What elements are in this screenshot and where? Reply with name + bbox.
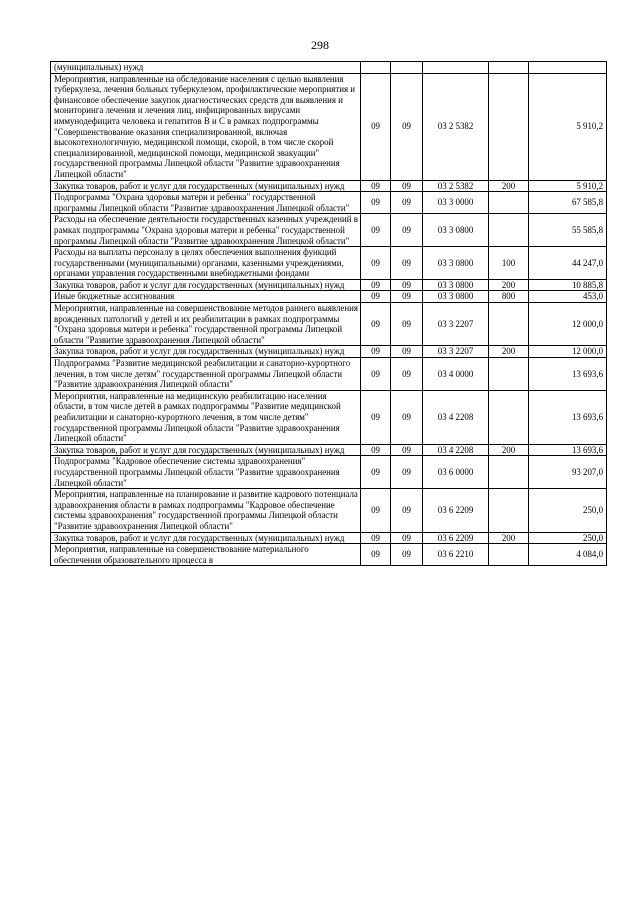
table-row bbox=[51, 279, 607, 291]
item-name-cell: Мероприятия, направленные на совершенствование материального обеспечения образовательного процесса в bbox=[51, 544, 361, 566]
amount-cell: 12 000,0 bbox=[529, 303, 607, 346]
expense-type-cell bbox=[489, 214, 529, 247]
section-code-cell: 09 bbox=[361, 180, 391, 192]
expense-type-cell bbox=[489, 489, 529, 532]
amount-cell: 12 000,0 bbox=[529, 346, 607, 358]
table-row bbox=[51, 247, 607, 280]
amount-cell: 4 084,0 bbox=[529, 544, 607, 566]
expense-type-cell: 200 bbox=[489, 279, 529, 291]
target-article-cell: 03 3 0800 bbox=[423, 214, 489, 247]
target-article-cell: 03 3 2207 bbox=[423, 303, 489, 346]
expense-type-cell: 200 bbox=[489, 346, 529, 358]
item-name-cell: (муниципальных) нужд bbox=[51, 62, 361, 74]
expense-type-cell bbox=[489, 192, 529, 214]
expense-type-cell bbox=[489, 390, 529, 444]
item-name-cell: Мероприятия, направленные на обследование населения с целью выявления туберкулеза, лечения больных туберкулезом, профилактические мероприятия и финансовое обеспечение закупок диагностических средств для выявления и мониторинга лечения и лечения лиц, инфицированных вирусами иммунодефицита человека и гепатитов В и С в рамках подпрограммы "Совершенствование оказания специализированной, включая высокотехнологичную, медицинской помощи, скорой, в том числе скорой специализированной, медицинской помощи, медицинской эвакуации" государственной программы Липецкой области "Развитие здравоохранения Липецкой области" bbox=[51, 73, 361, 180]
table-row bbox=[51, 291, 607, 303]
target-article-cell: 03 3 0800 bbox=[423, 291, 489, 303]
subsection-code-cell: 09 bbox=[391, 247, 423, 280]
subsection-code-cell: 09 bbox=[391, 180, 423, 192]
budget-table-body bbox=[51, 62, 607, 566]
expense-type-cell bbox=[489, 358, 529, 391]
section-code-cell: 09 bbox=[361, 390, 391, 444]
target-article-cell: 03 4 0000 bbox=[423, 358, 489, 391]
page-number: 298 bbox=[311, 38, 329, 52]
subsection-code-cell: 09 bbox=[391, 456, 423, 489]
subsection-code-cell: 09 bbox=[391, 358, 423, 391]
table-row bbox=[51, 444, 607, 456]
section-code-cell: 09 bbox=[361, 214, 391, 247]
section-code-cell: 09 bbox=[361, 73, 391, 180]
expense-type-cell: 200 bbox=[489, 180, 529, 192]
target-article-cell: 03 4 2208 bbox=[423, 444, 489, 456]
expense-type-cell bbox=[489, 303, 529, 346]
expense-type-cell bbox=[489, 62, 529, 74]
target-article-cell: 03 3 0800 bbox=[423, 247, 489, 280]
subsection-code-cell: 09 bbox=[391, 532, 423, 544]
expense-type-cell: 200 bbox=[489, 444, 529, 456]
subsection-code-cell: 09 bbox=[391, 291, 423, 303]
subsection-code-cell: 09 bbox=[391, 279, 423, 291]
table-row bbox=[51, 303, 607, 346]
item-name-cell: Мероприятия, направленные на медицинскую реабилитацию населения области, в том числе детей в рамках подпрограммы "Развитие медицинской реабилитации и санаторно-курортного лечения, в том числе детям" государственной программы Липецкой области "Развитие здравоохранения Липецкой области" bbox=[51, 390, 361, 444]
section-code-cell: 09 bbox=[361, 192, 391, 214]
section-code-cell bbox=[361, 62, 391, 74]
table-row bbox=[51, 192, 607, 214]
amount-cell: 44 247,0 bbox=[529, 247, 607, 280]
section-code-cell: 09 bbox=[361, 291, 391, 303]
table-row bbox=[51, 214, 607, 247]
amount-cell: 13 693,6 bbox=[529, 390, 607, 444]
expense-type-cell: 800 bbox=[489, 291, 529, 303]
target-article-cell: 03 3 2207 bbox=[423, 346, 489, 358]
target-article-cell: 03 6 0000 bbox=[423, 456, 489, 489]
expense-type-cell: 200 bbox=[489, 532, 529, 544]
table-row bbox=[51, 62, 607, 74]
subsection-code-cell: 09 bbox=[391, 303, 423, 346]
amount-cell: 10 885,8 bbox=[529, 279, 607, 291]
subsection-code-cell: 09 bbox=[391, 346, 423, 358]
item-name-cell: Расходы на обеспечение деятельности государственных казенных учреждений в рамках подпрограммы "Охрана здоровья матери и ребенка" государственной программы Липецкой области "Развитие здравоохранения Липецкой области" bbox=[51, 214, 361, 247]
amount-cell bbox=[529, 62, 607, 74]
amount-cell: 5 910,2 bbox=[529, 73, 607, 180]
table-row bbox=[51, 346, 607, 358]
target-article-cell: 03 6 2209 bbox=[423, 489, 489, 532]
amount-cell: 67 585,8 bbox=[529, 192, 607, 214]
target-article-cell: 03 6 2209 bbox=[423, 532, 489, 544]
subsection-code-cell: 09 bbox=[391, 390, 423, 444]
target-article-cell: 03 2 5382 bbox=[423, 180, 489, 192]
item-name-cell: Подпрограмма "Охрана здоровья матери и ребенка" государственной программы Липецкой области "Развитие здравоохранения Липецкой области" bbox=[51, 192, 361, 214]
table-row bbox=[51, 544, 607, 566]
table-row bbox=[51, 358, 607, 391]
section-code-cell: 09 bbox=[361, 279, 391, 291]
amount-cell: 55 585,8 bbox=[529, 214, 607, 247]
subsection-code-cell bbox=[391, 62, 423, 74]
subsection-code-cell: 09 bbox=[391, 444, 423, 456]
subsection-code-cell: 09 bbox=[391, 192, 423, 214]
item-name-cell: Закупка товаров, работ и услуг для государственных (муниципальных) нужд bbox=[51, 444, 361, 456]
table-row bbox=[51, 73, 607, 180]
item-name-cell: Закупка товаров, работ и услуг для государственных (муниципальных) нужд bbox=[51, 180, 361, 192]
item-name-cell: Мероприятия, направленные на совершенствование методов раннего выявления врожденных патологий у детей и их реабилитации в рамках подпрограммы "Охрана здоровья матери и ребенка" государственной программы Липецкой области "Развитие здравоохранения Липецкой области" bbox=[51, 303, 361, 346]
amount-cell: 250,0 bbox=[529, 489, 607, 532]
target-article-cell: 03 3 0000 bbox=[423, 192, 489, 214]
target-article-cell: 03 3 0800 bbox=[423, 279, 489, 291]
amount-cell: 5 910,2 bbox=[529, 180, 607, 192]
section-code-cell: 09 bbox=[361, 544, 391, 566]
table-row bbox=[51, 180, 607, 192]
table-row bbox=[51, 532, 607, 544]
table-row bbox=[51, 456, 607, 489]
amount-cell: 13 693,6 bbox=[529, 444, 607, 456]
budget-table bbox=[50, 61, 607, 566]
item-name-cell: Закупка товаров, работ и услуг для государственных (муниципальных) нужд bbox=[51, 346, 361, 358]
section-code-cell: 09 bbox=[361, 456, 391, 489]
section-code-cell: 09 bbox=[361, 532, 391, 544]
section-code-cell: 09 bbox=[361, 358, 391, 391]
target-article-cell bbox=[423, 62, 489, 74]
expense-type-cell bbox=[489, 544, 529, 566]
target-article-cell: 03 4 2208 bbox=[423, 390, 489, 444]
item-name-cell: Мероприятия, направленные на планирование и развитие кадрового потенциала здравоохранения области в рамках подпрограммы "Кадровое обеспечение системы здравоохранения" государственной программы Липецкой области "Развитие здравоохранения Липецкой области" bbox=[51, 489, 361, 532]
section-code-cell: 09 bbox=[361, 489, 391, 532]
item-name-cell: Расходы на выплаты персоналу в целях обеспечения выполнения функций государственными (муниципальными) органами, казенными учреждениями, органами управления государственными внебюджетными фондами bbox=[51, 247, 361, 280]
expense-type-cell bbox=[489, 73, 529, 180]
amount-cell: 453,0 bbox=[529, 291, 607, 303]
section-code-cell: 09 bbox=[361, 444, 391, 456]
item-name-cell: Закупка товаров, работ и услуг для государственных (муниципальных) нужд bbox=[51, 532, 361, 544]
subsection-code-cell: 09 bbox=[391, 544, 423, 566]
section-code-cell: 09 bbox=[361, 346, 391, 358]
subsection-code-cell: 09 bbox=[391, 214, 423, 247]
table-row bbox=[51, 489, 607, 532]
table-row bbox=[51, 390, 607, 444]
item-name-cell: Подпрограмма "Развитие медицинской реабилитации и санаторно-курортного лечения, в том числе детям" государственной программы Липецкой области "Развитие здравоохранения Липецкой области" bbox=[51, 358, 361, 391]
amount-cell: 93 207,0 bbox=[529, 456, 607, 489]
target-article-cell: 03 2 5382 bbox=[423, 73, 489, 180]
section-code-cell: 09 bbox=[361, 247, 391, 280]
expense-type-cell bbox=[489, 456, 529, 489]
item-name-cell: Иные бюджетные ассигнования bbox=[51, 291, 361, 303]
item-name-cell: Подпрограмма "Кадровое обеспечение системы здравоохранения" государственной программы Липецкой области "Развитие здравоохранения Липецкой области" bbox=[51, 456, 361, 489]
subsection-code-cell: 09 bbox=[391, 489, 423, 532]
target-article-cell: 03 6 2210 bbox=[423, 544, 489, 566]
section-code-cell: 09 bbox=[361, 303, 391, 346]
expense-type-cell: 100 bbox=[489, 247, 529, 280]
item-name-cell: Закупка товаров, работ и услуг для государственных (муниципальных) нужд bbox=[51, 279, 361, 291]
subsection-code-cell: 09 bbox=[391, 73, 423, 180]
amount-cell: 250,0 bbox=[529, 532, 607, 544]
amount-cell: 13 693,6 bbox=[529, 358, 607, 391]
